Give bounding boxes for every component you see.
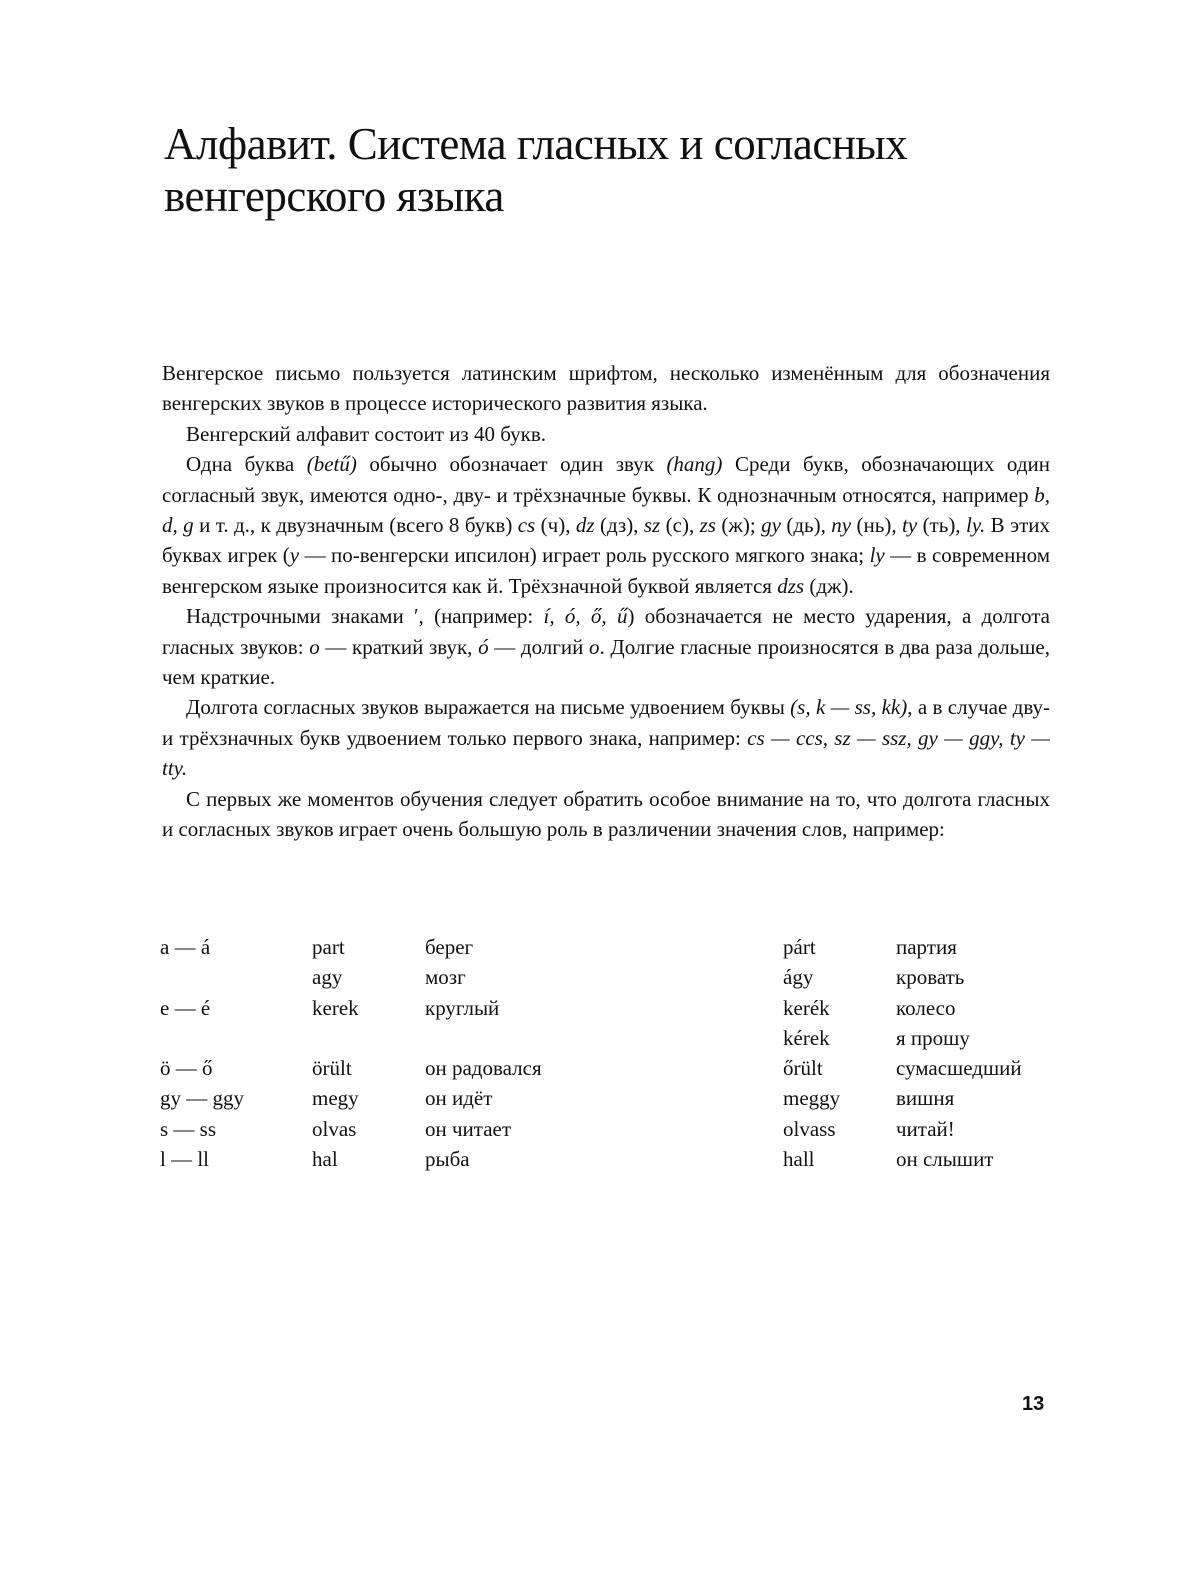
short-word: agy bbox=[312, 965, 343, 990]
italic-term: cs — ccs, sz — ssz, gy — ggy, ty — tty. bbox=[162, 725, 1050, 781]
text-run: (нь), bbox=[851, 513, 902, 538]
long-word: olvass bbox=[783, 1116, 836, 1141]
italic-term: o bbox=[309, 634, 320, 659]
table-row bbox=[160, 935, 1060, 965]
text-run: , а в случае дву- и трёхзначных букв удвоением только первого знака, например: bbox=[162, 695, 1051, 750]
italic-term: ó bbox=[478, 634, 489, 659]
title-line-1: Алфавит. Система гласных и согласных bbox=[164, 119, 908, 169]
italic-term: b, d, g bbox=[162, 482, 1050, 538]
text-run: В этих буквах игрек ( bbox=[162, 513, 1050, 568]
text-run: Венгерское письмо пользуется латинским шрифтом, несколько изменённым для обозначения венгерских звуков в процессе исторического развития языка. bbox=[162, 361, 1050, 416]
text-run: обычно обозначает один звук bbox=[356, 452, 667, 477]
text-run: (дж). bbox=[804, 573, 854, 598]
short-word: hal bbox=[312, 1147, 338, 1172]
long-word: kérek bbox=[783, 1025, 830, 1050]
italic-term: ly. bbox=[965, 513, 986, 538]
italic-term: zs bbox=[699, 513, 716, 538]
long-word: hall bbox=[783, 1147, 815, 1172]
long-translation: колесо bbox=[896, 995, 956, 1020]
italic-term: ly bbox=[869, 543, 885, 568]
italic-term: y bbox=[289, 543, 300, 568]
long-translation: он слышит bbox=[896, 1147, 994, 1172]
long-translation: читай! bbox=[896, 1116, 955, 1141]
italic-term: (s, k — ss, kk) bbox=[790, 695, 908, 720]
table-row bbox=[160, 1086, 1060, 1116]
text-run: (дз), bbox=[594, 513, 644, 538]
text-run: — в современном венгерском языке произносится как й. Трёхзначной буквой является bbox=[162, 543, 1050, 598]
short-word: olvas bbox=[312, 1116, 357, 1141]
text-run: (с), bbox=[660, 513, 700, 538]
letter-pair: a — á bbox=[160, 935, 211, 959]
table-row bbox=[160, 1056, 1060, 1086]
text-run: (дь), bbox=[780, 513, 832, 538]
italic-term: dzs bbox=[777, 573, 805, 598]
page-number: 13 bbox=[1022, 1393, 1045, 1415]
italic-term: sz bbox=[643, 513, 661, 538]
body-text bbox=[162, 358, 1050, 845]
long-translation: кровать bbox=[896, 965, 965, 990]
italic-term: ty bbox=[902, 513, 918, 538]
italic-term: gy bbox=[761, 513, 781, 538]
text-run: (ч), bbox=[535, 513, 576, 538]
long-word: kerék bbox=[783, 995, 830, 1020]
paragraph bbox=[162, 358, 1050, 419]
paragraph bbox=[162, 449, 1050, 601]
long-word: párt bbox=[783, 935, 816, 959]
text-run: — по-венгерски ипсилон) играет роль русского мягкого знака; bbox=[299, 543, 870, 568]
long-word: meggy bbox=[783, 1086, 841, 1111]
short-word: part bbox=[312, 935, 345, 959]
italic-term: ny bbox=[831, 513, 852, 538]
text-run: — краткий звук, bbox=[319, 634, 479, 659]
letter-pair: ö — ő bbox=[160, 1056, 213, 1081]
short-translation: берег bbox=[425, 935, 474, 959]
paragraph bbox=[162, 692, 1050, 783]
italic-term: (betű) bbox=[306, 452, 357, 477]
text-run: . Долгие гласные произносятся в два раза дольше, чем краткие. bbox=[162, 634, 1050, 690]
text-run: и т. д., к двузначным (всего 8 букв) bbox=[193, 513, 518, 538]
short-translation: он идёт bbox=[425, 1086, 493, 1111]
long-translation: партия bbox=[896, 935, 957, 959]
italic-term: cs bbox=[517, 513, 536, 538]
table-row bbox=[160, 1147, 1060, 1177]
examples-table bbox=[160, 935, 1060, 1177]
text-run: Одна буква bbox=[186, 452, 307, 477]
table-row bbox=[160, 1026, 1060, 1056]
table-row bbox=[160, 965, 1060, 995]
italic-term: o bbox=[589, 634, 600, 659]
letter-pair: s — ss bbox=[160, 1116, 217, 1141]
short-translation: он радовался bbox=[425, 1056, 542, 1081]
long-translation: вишня bbox=[896, 1086, 955, 1111]
paragraph bbox=[162, 784, 1050, 845]
short-translation: мозг bbox=[425, 965, 466, 990]
letter-pair: gy — ggy bbox=[160, 1086, 244, 1111]
short-word: kerek bbox=[312, 995, 359, 1020]
table-row bbox=[160, 996, 1060, 1026]
letter-pair: l — ll bbox=[160, 1147, 210, 1172]
page-title bbox=[164, 118, 1064, 222]
short-translation: он читает bbox=[425, 1116, 512, 1141]
text-run: (ж); bbox=[715, 513, 762, 538]
text-run: Долгота согласных звуков выражается на письме удвоением буквы bbox=[186, 695, 791, 720]
long-word: ágy bbox=[783, 965, 814, 990]
short-translation: круглый bbox=[425, 995, 500, 1020]
text-run: Среди букв, обозначающих один согласный звук, имеются одно-, дву- и трёхзначные буквы. К однозначным относятся, например bbox=[162, 452, 1050, 507]
italic-term: dz bbox=[575, 513, 595, 538]
text-run: — долгий bbox=[488, 634, 590, 659]
short-word: örült bbox=[312, 1056, 352, 1081]
text-run: (ть), bbox=[917, 513, 966, 538]
text-run: Надстрочными знаками ′, (например: bbox=[186, 604, 544, 629]
letter-pair: e — é bbox=[160, 995, 211, 1020]
italic-term: (hang) bbox=[666, 452, 723, 477]
long-translation: сумасшедший bbox=[896, 1056, 1022, 1081]
title-line-2: венгерского языка bbox=[164, 171, 504, 221]
italic-term: í, ó, ő, ű bbox=[543, 604, 628, 629]
text-run: ) обозначается не место ударения, а долгота гласных звуков: bbox=[162, 604, 1050, 659]
text-run: Венгерский алфавит состоит из 40 букв. bbox=[186, 421, 546, 446]
short-translation: рыба bbox=[425, 1147, 470, 1172]
text-run: С первых же моментов обучения следует обратить особое внимание на то, что долгота гласных и согласных звуков играет очень большую роль в различении значения слов, например: bbox=[162, 786, 1050, 842]
short-word: megy bbox=[312, 1086, 359, 1111]
table-row bbox=[160, 1117, 1060, 1147]
paragraph bbox=[162, 419, 1050, 449]
long-translation: я прошу bbox=[896, 1025, 970, 1050]
long-word: őrült bbox=[783, 1056, 823, 1081]
paragraph bbox=[162, 601, 1050, 692]
